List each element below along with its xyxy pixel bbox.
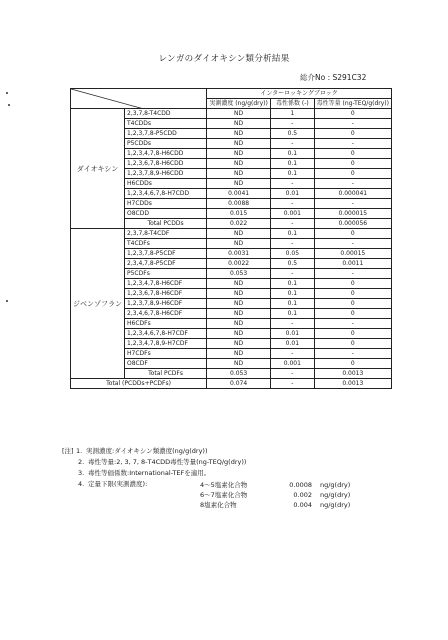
col-header-teq: 毒性等量 (ng-TEQ/g(dry)) [314, 99, 391, 109]
note-index: 4. [78, 480, 85, 488]
teq-cell: - [314, 199, 391, 209]
tef-cell: 0.05 [271, 249, 315, 259]
teq-cell: 0 [314, 159, 391, 169]
tef-cell: - [271, 349, 315, 359]
scan-mark [6, 300, 8, 302]
tef-cell: - [271, 179, 315, 189]
header-row-1 [71, 89, 392, 99]
compound-cell: 1,2,3,6,7,8-H6CDD [125, 159, 207, 169]
tef-cell: 0.001 [271, 359, 315, 369]
grand-total-row [71, 379, 392, 389]
tef-cell: - [271, 239, 315, 249]
lq-value: 0.002 [293, 491, 312, 499]
col-header-conc: 実測濃度 (ng/g(dry)) [207, 99, 271, 109]
teq-cell: 0 [314, 359, 391, 369]
table-row [71, 109, 392, 119]
conc-cell: 0.0041 [207, 189, 271, 199]
note-index: 2. [78, 458, 85, 466]
pcdd-group-label: ダイオキシン [76, 164, 119, 173]
compound-cell: 1,2,3,4,6,7,8-H7CDD [125, 189, 207, 199]
conc-cell: ND [207, 279, 271, 289]
lq-row [200, 490, 350, 500]
compound-cell: H7CDDs [125, 199, 207, 209]
note-row [78, 468, 246, 479]
compound-cell: 1,2,3,4,7,8,9-H7CDF [125, 339, 207, 349]
compound-cell: 1,2,3,7,8-P5CDD [125, 129, 207, 139]
tef-cell: - [271, 269, 315, 279]
teq-cell: 0 [314, 289, 391, 299]
teq-cell: 0 [314, 129, 391, 139]
table-row [71, 229, 392, 239]
tef-cell: - [271, 199, 315, 209]
compound-cell: 2,3,7,8-T4CDF [125, 229, 207, 239]
total-teq: 0.000056 [314, 219, 391, 229]
pcdd-group [71, 109, 125, 229]
conc-cell: ND [207, 179, 271, 189]
lq-unit: ng/g(dry) [320, 481, 351, 489]
total-conc: 0.074 [207, 379, 271, 389]
conc-cell: 0.053 [207, 269, 271, 279]
block-header: インターロッキングブロック [207, 89, 392, 99]
conc-cell: ND [207, 349, 271, 359]
total-label: Total PCDFs [125, 369, 207, 379]
total-conc: 0.022 [207, 219, 271, 229]
sample-number: 総介No : S291C32 [300, 73, 367, 82]
lq-unit: ng/g(dry) [320, 501, 351, 509]
tef-cell: 0.001 [271, 209, 315, 219]
note-text: 毒性等量:2, 3, 7, 8-T4CDD毒性等量(ng-TEQ/g(dry)) [88, 458, 247, 466]
compound-cell: T4CDDs [125, 119, 207, 129]
note-row [62, 446, 246, 457]
tef-cell: - [271, 119, 315, 129]
note-row [78, 457, 246, 468]
tef-cell: - [271, 139, 315, 149]
note-index: 3. [78, 469, 85, 477]
conc-cell: ND [207, 319, 271, 329]
conc-cell: ND [207, 309, 271, 319]
compound-cell: 1,2,3,4,7,8-H6CDD [125, 149, 207, 159]
compound-cell: 1,2,3,7,8-P5CDF [125, 249, 207, 259]
conc-cell: ND [207, 329, 271, 339]
lq-unit: ng/g(dry) [320, 491, 351, 499]
pcdf-group [71, 229, 125, 379]
total-teq: 0.0013 [314, 379, 391, 389]
compound-cell: 2,3,7,8-T4CDD [125, 109, 207, 119]
teq-cell: 0.000041 [314, 189, 391, 199]
scan-mark [8, 104, 10, 106]
conc-cell: ND [207, 119, 271, 129]
lq-value: 0.004 [293, 501, 312, 509]
lq-label: 4～5塩素化合物 [200, 481, 248, 489]
conc-cell: ND [207, 159, 271, 169]
compound-cell: 1,2,3,6,7,8-H6CDF [125, 289, 207, 299]
lq-row [200, 500, 350, 510]
note-index: 1. [76, 447, 83, 455]
teq-cell: 0 [314, 329, 391, 339]
lq-label: 6～7塩素化合物 [200, 491, 248, 499]
conc-cell: ND [207, 229, 271, 239]
conc-cell: 0.0088 [207, 199, 271, 209]
compound-cell: 1,2,3,7,8,9-H6CDD [125, 169, 207, 179]
tef-cell: 0.1 [271, 309, 315, 319]
lq-label: 8塩素化合物 [200, 501, 237, 509]
compound-cell: 1,2,3,4,7,8-H6CDF [125, 279, 207, 289]
compound-cell: H6CDDs [125, 179, 207, 189]
tef-cell: 0.1 [271, 229, 315, 239]
teq-cell: - [314, 139, 391, 149]
col-header-tef: 毒性係数 (-) [271, 99, 315, 109]
conc-cell: ND [207, 109, 271, 119]
teq-cell: 0 [314, 109, 391, 119]
compound-cell: O8CDD [125, 209, 207, 219]
teq-cell: 0 [314, 149, 391, 159]
lq-value: 0.0008 [289, 481, 312, 489]
compound-cell: O8CDF [125, 359, 207, 369]
teq-cell: 0.0011 [314, 259, 391, 269]
compound-cell: 2,3,4,6,7,8-H6CDF [125, 309, 207, 319]
conc-cell: ND [207, 289, 271, 299]
conc-cell: ND [207, 169, 271, 179]
conc-cell: ND [207, 129, 271, 139]
total-conc: 0.053 [207, 369, 271, 379]
tef-cell: - [271, 319, 315, 329]
conc-cell: 0.015 [207, 209, 271, 219]
conc-cell: ND [207, 359, 271, 369]
note-text: 毒性等価係数:International-TEFを適用。 [88, 469, 211, 477]
tef-cell: 0.1 [271, 159, 315, 169]
total-tef: - [271, 369, 315, 379]
tef-cell: 0.1 [271, 299, 315, 309]
conc-cell: ND [207, 339, 271, 349]
total-tef: - [271, 379, 315, 389]
tef-cell: 0.1 [271, 279, 315, 289]
teq-cell: 0 [314, 169, 391, 179]
teq-cell: - [314, 349, 391, 359]
conc-cell: ND [207, 149, 271, 159]
quantification-limits [200, 480, 350, 510]
compound-cell: H7CDFs [125, 349, 207, 359]
tef-cell: 0.01 [271, 329, 315, 339]
teq-cell: - [314, 319, 391, 329]
teq-cell: 0 [314, 279, 391, 289]
pcdf-group-label: ジベンゾフラン [73, 299, 122, 308]
tef-cell: 0.5 [271, 259, 315, 269]
tef-cell: 0.1 [271, 149, 315, 159]
teq-cell: 0 [314, 229, 391, 239]
teq-cell: 0 [314, 299, 391, 309]
compound-cell: T4CDFs [125, 239, 207, 249]
note-text: 定量下限(実測濃度): [88, 480, 148, 488]
tef-cell: 0.5 [271, 129, 315, 139]
note-text: 実測濃度:ダイオキシン類濃度(ng/g(dry)) [86, 447, 208, 455]
total-teq: 0.0013 [314, 369, 391, 379]
compound-cell: P5CDFs [125, 269, 207, 279]
tef-cell: 0.1 [271, 169, 315, 179]
scan-mark [6, 92, 8, 94]
teq-cell: 0 [314, 309, 391, 319]
total-tef: - [271, 219, 315, 229]
compound-cell: P5CDDs [125, 139, 207, 149]
compound-cell: 2,3,4,7,8-P5CDF [125, 259, 207, 269]
lq-row [200, 480, 350, 490]
teq-cell: 0.000015 [314, 209, 391, 219]
teq-cell: 0 [314, 339, 391, 349]
notes-head: [注] [62, 447, 74, 455]
conc-cell: 0.0022 [207, 259, 271, 269]
teq-cell: - [314, 239, 391, 249]
teq-cell: - [314, 269, 391, 279]
tef-cell: 0.01 [271, 339, 315, 349]
teq-cell: - [314, 119, 391, 129]
conc-cell: ND [207, 239, 271, 249]
tef-cell: 0.1 [271, 289, 315, 299]
conc-cell: 0.0031 [207, 249, 271, 259]
diagonal-line [71, 89, 195, 109]
document-title: レンガのダイオキシン類分析結果 [158, 54, 290, 64]
total-label: Total PCDDs [125, 219, 207, 229]
conc-cell: ND [207, 139, 271, 149]
corner-cell [71, 89, 207, 109]
compound-cell: 1,2,3,4,6,7,8-H7CDF [125, 329, 207, 339]
total-label: Total (PCDDs+PCDFs) [71, 379, 207, 389]
dioxin-results-table [70, 88, 392, 389]
teq-cell: 0.00015 [314, 249, 391, 259]
tef-cell: 1 [271, 109, 315, 119]
compound-cell: 1,2,3,7,8,9-H6CDF [125, 299, 207, 309]
teq-cell: - [314, 179, 391, 189]
compound-cell: H6CDFs [125, 319, 207, 329]
tef-cell: 0.01 [271, 189, 315, 199]
conc-cell: ND [207, 299, 271, 309]
